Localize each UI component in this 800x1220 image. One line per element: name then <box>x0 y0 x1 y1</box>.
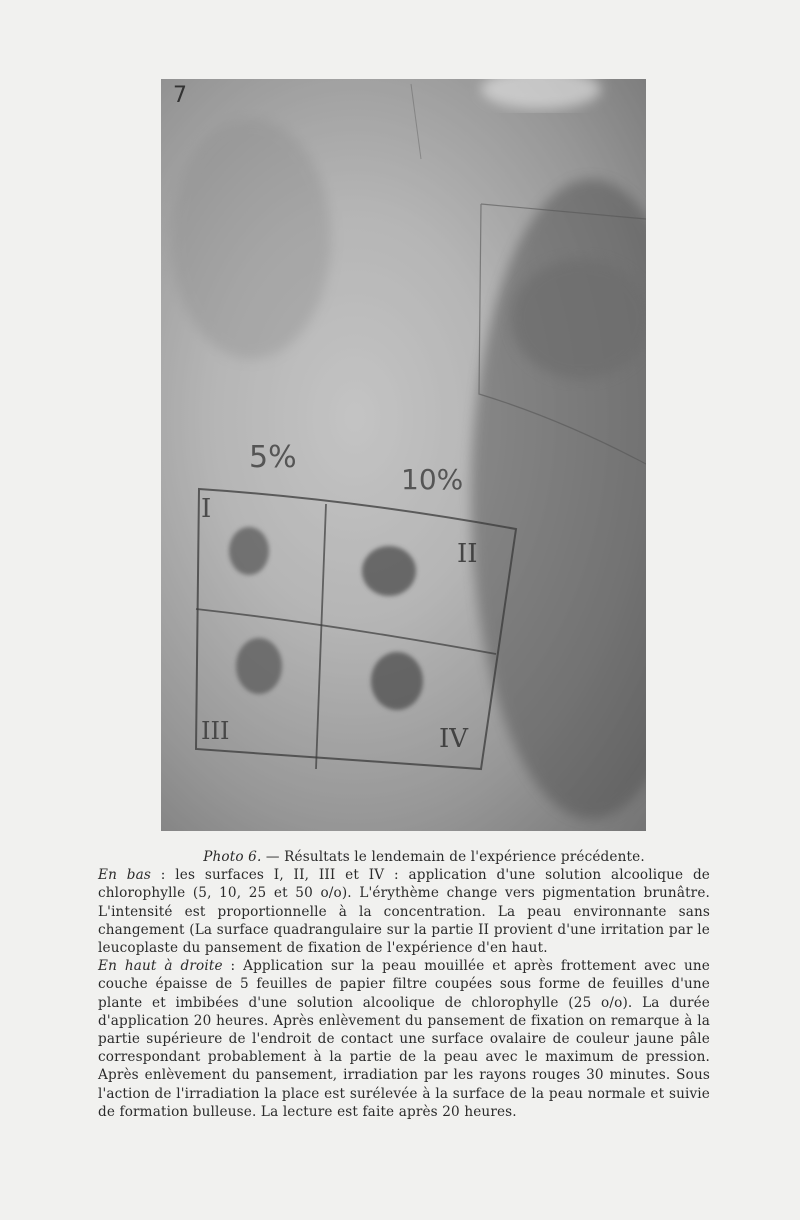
spot-II <box>362 546 416 596</box>
caption-title-label: Photo 6. <box>203 849 262 865</box>
photograph-drawing <box>161 79 646 831</box>
plate-number: 7 <box>173 83 187 108</box>
spot-I <box>229 527 269 575</box>
section-bottom-lead: En bas <box>98 867 151 884</box>
caption-section-bottom <box>98 866 710 957</box>
label-I: I <box>201 494 212 524</box>
caption-section-top-right <box>98 957 710 1121</box>
section-top-right-text: : Application sur la peau mouillée et après frottement avec une couche épaisse de 5 feuilles de papier filtre coupées sous forme de feuilles d'une plante et imbibées d'une solution alcoolique de chlorophylle (25 o/o). La durée d'application 20 heures. Après enlèvement du pansement de fixation on remarque à la partie supérieure de l'endroit de contact une surface ovalaire de couleur jaune pâle correspondant probablement à la partie de la peau avec le maximum de pression. Après enlèvement du pansement, irradiation par les rayons rouges 30 minutes. Sous l'action de l'irradiation la place est surélevée à la surface de la peau normale et suivie de formation bulleuse. La lecture est faite après 20 heures. <box>98 958 710 1120</box>
label-IV: IV <box>439 724 469 754</box>
skin-photograph <box>161 79 646 831</box>
upper-right-patch <box>511 259 646 379</box>
label-III: III <box>201 717 230 745</box>
section-bottom-text: : les surfaces I, II, III et IV : application d'une solution alcoolique de chlorophylle (5, 10, 25 et 50 o/o). L'érythème change vers pigmentation brunâtre. L'intensité est proportionnelle à la concentration. La peau environnante sans changement (La surface quadrangulaire sur la partie II provient d'une irritation par le leucoplaste du pansement de fixation de l'expérience d'en haut. <box>98 867 710 957</box>
caption-title-text: — Résultats le lendemain de l'expérience précédente. <box>261 849 645 865</box>
label-five-percent: 5% <box>249 440 297 475</box>
caption-title <box>138 848 710 866</box>
spot-III <box>236 638 282 694</box>
section-top-right-lead: En haut à droite <box>98 958 223 975</box>
label-II: II <box>457 539 478 569</box>
spot-IV <box>371 652 423 710</box>
photo-caption <box>98 848 710 1121</box>
label-ten-percent: 10% <box>401 463 464 496</box>
